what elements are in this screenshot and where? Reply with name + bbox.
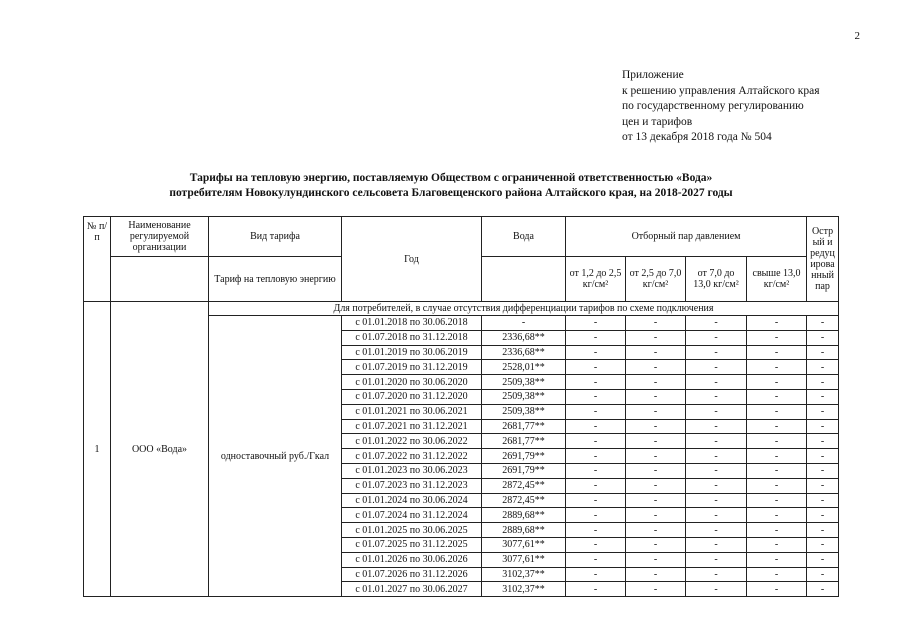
- dash-cell: -: [566, 493, 626, 508]
- period-cell: с 01.07.2024 по 31.12.2024: [342, 508, 482, 523]
- dash-cell: -: [686, 419, 747, 434]
- dash-cell: -: [626, 478, 686, 493]
- dash-cell: -: [686, 523, 747, 538]
- dash-cell: -: [807, 375, 839, 390]
- period-cell: с 01.01.2026 по 30.06.2026: [342, 552, 482, 567]
- dash-cell: -: [626, 463, 686, 478]
- dash-cell: -: [686, 360, 747, 375]
- period-cell: с 01.07.2022 по 31.12.2022: [342, 449, 482, 464]
- header-row: [84, 217, 839, 257]
- water-tariff-cell: 2872,45**: [482, 478, 566, 493]
- dash-cell: -: [747, 389, 807, 404]
- dash-cell: -: [807, 345, 839, 360]
- page-number: 2: [854, 30, 860, 42]
- header-num: № п/п: [84, 217, 111, 302]
- dash-cell: -: [807, 419, 839, 434]
- section-label: Для потребителей, в случае отсутствия дифференциации тарифов по схеме подключения: [209, 302, 839, 316]
- period-cell: с 01.07.2021 по 31.12.2021: [342, 419, 482, 434]
- water-tariff-cell: 2336,68**: [482, 345, 566, 360]
- dash-cell: -: [807, 523, 839, 538]
- dash-cell: -: [747, 537, 807, 552]
- dash-cell: -: [566, 582, 626, 597]
- header-sharp: Острый и редуцированный пар: [807, 217, 839, 302]
- dash-cell: -: [626, 449, 686, 464]
- dash-cell: -: [686, 316, 747, 331]
- dash-cell: -: [807, 478, 839, 493]
- dash-cell: -: [566, 552, 626, 567]
- dash-cell: -: [686, 463, 747, 478]
- water-tariff-cell: 2509,38**: [482, 404, 566, 419]
- dash-cell: -: [686, 345, 747, 360]
- period-cell: с 01.01.2024 по 30.06.2024: [342, 493, 482, 508]
- dash-cell: -: [686, 552, 747, 567]
- dash-cell: -: [747, 375, 807, 390]
- water-tariff-cell: 2872,45**: [482, 493, 566, 508]
- dash-cell: -: [626, 360, 686, 375]
- dash-cell: -: [686, 493, 747, 508]
- dash-cell: -: [566, 463, 626, 478]
- dash-cell: -: [747, 478, 807, 493]
- header-org-empty: [111, 257, 209, 302]
- dash-cell: -: [686, 478, 747, 493]
- title-line-1: Тарифы на тепловую энергию, поставляемую Обществом с ограниченной ответственностью «Вода»: [189, 172, 713, 184]
- appendix-line: Приложение: [622, 69, 684, 81]
- period-cell: с 01.07.2025 по 31.12.2025: [342, 537, 482, 552]
- dash-cell: -: [566, 449, 626, 464]
- dash-cell: -: [626, 316, 686, 331]
- water-tariff-cell: 2889,68**: [482, 523, 566, 538]
- dash-cell: -: [626, 537, 686, 552]
- dash-cell: -: [686, 389, 747, 404]
- water-tariff-cell: 2509,38**: [482, 375, 566, 390]
- dash-cell: -: [747, 523, 807, 538]
- period-cell: с 01.01.2021 по 30.06.2021: [342, 404, 482, 419]
- dash-cell: -: [686, 375, 747, 390]
- period-cell: с 01.07.2023 по 31.12.2023: [342, 478, 482, 493]
- period-cell: с 01.07.2018 по 31.12.2018: [342, 330, 482, 345]
- organization-name: ООО «Вода»: [111, 302, 209, 597]
- dash-cell: -: [626, 404, 686, 419]
- water-tariff-cell: 2509,38**: [482, 389, 566, 404]
- dash-cell: -: [747, 552, 807, 567]
- dash-cell: -: [807, 449, 839, 464]
- dash-cell: -: [807, 404, 839, 419]
- title-line-2: потребителям Новокулундинского сельсовета Благовещенского района Алтайского края, на 2018-2027 годы: [169, 187, 733, 199]
- dash-cell: -: [626, 552, 686, 567]
- header-heat: Тариф на тепловую энергию: [209, 257, 342, 302]
- dash-cell: -: [686, 330, 747, 345]
- water-tariff-cell: 2691,79**: [482, 463, 566, 478]
- dash-cell: -: [747, 493, 807, 508]
- water-tariff-cell: 3102,37**: [482, 567, 566, 582]
- dash-cell: -: [626, 523, 686, 538]
- dash-cell: -: [686, 434, 747, 449]
- dash-cell: -: [626, 330, 686, 345]
- dash-cell: -: [566, 508, 626, 523]
- dash-cell: -: [566, 404, 626, 419]
- dash-cell: -: [566, 360, 626, 375]
- header-water-empty: [482, 257, 566, 302]
- header-p2: от 2,5 до 7,0 кг/см²: [626, 257, 686, 302]
- dash-cell: -: [747, 345, 807, 360]
- header-year: Год: [342, 217, 482, 302]
- dash-cell: -: [807, 537, 839, 552]
- header-water: Вода: [482, 217, 566, 257]
- row-number: 1: [84, 302, 111, 597]
- header-p4: свыше 13,0 кг/см²: [747, 257, 807, 302]
- dash-cell: -: [686, 449, 747, 464]
- dash-cell: -: [566, 330, 626, 345]
- water-tariff-cell: 2681,77**: [482, 419, 566, 434]
- document-title: [0, 171, 902, 201]
- dash-cell: -: [566, 523, 626, 538]
- dash-cell: -: [747, 582, 807, 597]
- header-tariff-type: Вид тарифа: [209, 217, 342, 257]
- dash-cell: -: [566, 375, 626, 390]
- period-cell: с 01.07.2026 по 31.12.2026: [342, 567, 482, 582]
- dash-cell: -: [747, 419, 807, 434]
- dash-cell: -: [626, 345, 686, 360]
- period-cell: с 01.01.2018 по 30.06.2018: [342, 316, 482, 331]
- dash-cell: -: [747, 434, 807, 449]
- dash-cell: -: [807, 434, 839, 449]
- dash-cell: -: [626, 375, 686, 390]
- dash-cell: -: [747, 463, 807, 478]
- water-tariff-cell: -: [482, 316, 566, 331]
- dash-cell: -: [686, 508, 747, 523]
- appendix-line: по государственному регулированию: [622, 100, 804, 112]
- dash-cell: -: [686, 537, 747, 552]
- dash-cell: -: [566, 478, 626, 493]
- dash-cell: -: [807, 508, 839, 523]
- period-cell: с 01.01.2020 по 30.06.2020: [342, 375, 482, 390]
- appendix-line: от 13 декабря 2018 года № 504: [622, 131, 772, 143]
- dash-cell: -: [807, 552, 839, 567]
- dash-cell: -: [807, 582, 839, 597]
- dash-cell: -: [626, 419, 686, 434]
- appendix-line: к решению управления Алтайского края: [622, 84, 820, 97]
- dash-cell: -: [747, 316, 807, 331]
- dash-cell: -: [626, 508, 686, 523]
- dash-cell: -: [807, 360, 839, 375]
- dash-cell: -: [807, 330, 839, 345]
- dash-cell: -: [807, 463, 839, 478]
- dash-cell: -: [626, 567, 686, 582]
- dash-cell: -: [686, 404, 747, 419]
- period-cell: с 01.07.2020 по 31.12.2020: [342, 389, 482, 404]
- water-tariff-cell: 2528,01**: [482, 360, 566, 375]
- appendix-line: цен и тарифов: [622, 115, 693, 128]
- period-cell: с 01.07.2019 по 31.12.2019: [342, 360, 482, 375]
- dash-cell: -: [686, 582, 747, 597]
- tariff-kind: одноставочный руб./Гкал: [209, 316, 342, 597]
- dash-cell: -: [566, 389, 626, 404]
- dash-cell: -: [566, 434, 626, 449]
- header-steam: Отборный пар давлением: [566, 217, 807, 257]
- dash-cell: -: [747, 508, 807, 523]
- dash-cell: -: [626, 582, 686, 597]
- period-cell: с 01.01.2022 по 30.06.2022: [342, 434, 482, 449]
- dash-cell: -: [566, 537, 626, 552]
- dash-cell: -: [807, 316, 839, 331]
- header-p1: от 1,2 до 2,5 кг/см²: [566, 257, 626, 302]
- dash-cell: -: [807, 567, 839, 582]
- dash-cell: -: [566, 419, 626, 434]
- dash-cell: -: [747, 449, 807, 464]
- dash-cell: -: [566, 567, 626, 582]
- dash-cell: -: [807, 493, 839, 508]
- period-cell: с 01.01.2027 по 30.06.2027: [342, 582, 482, 597]
- header-org: Наименование регулируемой организации: [111, 217, 209, 257]
- tariff-table: [83, 216, 839, 597]
- dash-cell: -: [566, 316, 626, 331]
- dash-cell: -: [686, 567, 747, 582]
- period-cell: с 01.01.2023 по 30.06.2023: [342, 463, 482, 478]
- period-cell: с 01.01.2019 по 30.06.2019: [342, 345, 482, 360]
- dash-cell: -: [566, 345, 626, 360]
- dash-cell: -: [626, 493, 686, 508]
- dash-cell: -: [747, 567, 807, 582]
- dash-cell: -: [747, 360, 807, 375]
- header-p3: от 7,0 до 13,0 кг/см²: [686, 257, 747, 302]
- dash-cell: -: [747, 330, 807, 345]
- water-tariff-cell: 2336,68**: [482, 330, 566, 345]
- water-tariff-cell: 3102,37**: [482, 582, 566, 597]
- dash-cell: -: [747, 404, 807, 419]
- water-tariff-cell: 3077,61**: [482, 537, 566, 552]
- period-cell: с 01.01.2025 по 30.06.2025: [342, 523, 482, 538]
- water-tariff-cell: 2691,79**: [482, 449, 566, 464]
- water-tariff-cell: 2889,68**: [482, 508, 566, 523]
- dash-cell: -: [626, 434, 686, 449]
- water-tariff-cell: 3077,61**: [482, 552, 566, 567]
- dash-cell: -: [807, 389, 839, 404]
- dash-cell: -: [626, 389, 686, 404]
- water-tariff-cell: 2681,77**: [482, 434, 566, 449]
- appendix-block: [622, 68, 820, 146]
- section-row: [84, 302, 839, 316]
